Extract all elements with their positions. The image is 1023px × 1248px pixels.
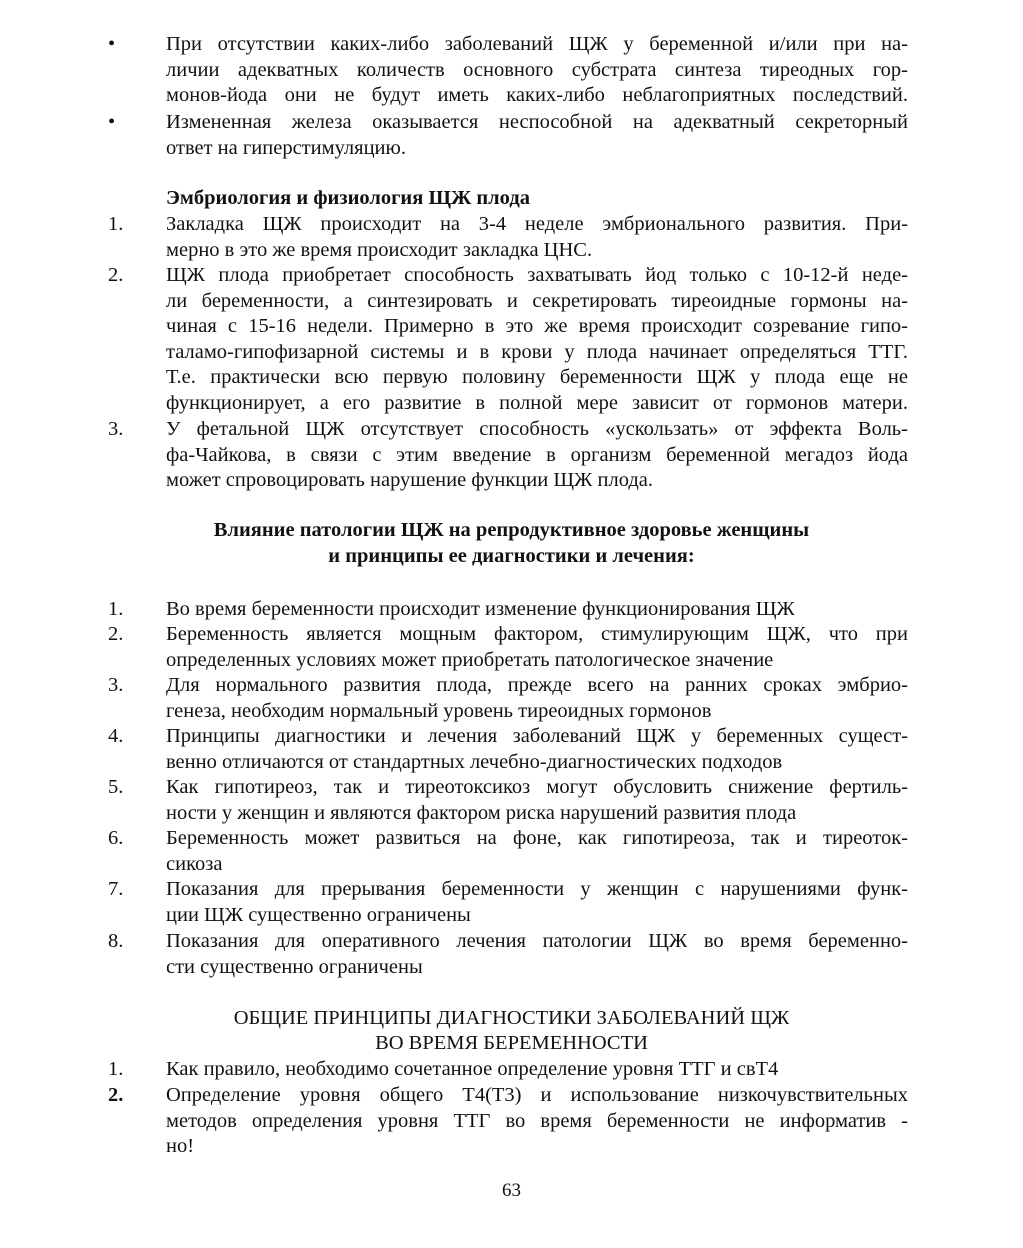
- text-line: Измененная железа оказывается неспособной на адекватный секреторный: [166, 111, 908, 133]
- text-line: таламо-гипофизарной системы и в крови у плода начинает определяться ТТГ.: [166, 340, 908, 363]
- text-line: Как правило, необходимо сочетанное определение уровня ТТГ и свТ4: [166, 1058, 779, 1080]
- section-heading: ОБЩИЕ ПРИНЦИПЫ ДИАГНОСТИКИ ЗАБОЛЕВАНИЙ ЩЖ: [233, 1007, 790, 1029]
- list-number: 2.: [108, 623, 124, 645]
- text-line: монов-йода они не будут иметь каких-либо неблагоприятных последствий.: [166, 84, 908, 107]
- list-item: [108, 1057, 908, 1083]
- text-line: ли беременности, а синтезировать и секретировать тиреоидные гормоны на-: [166, 289, 908, 312]
- list-item: [108, 775, 908, 826]
- list-item: [108, 212, 908, 263]
- list-number: 5.: [108, 776, 124, 798]
- text-line: Определение уровня общего Т4(Т3) и использование низкочувствительных: [166, 1084, 908, 1106]
- text-line: методов определения уровня ТТГ во время беременности не информатив -: [166, 1109, 908, 1132]
- list-item: [108, 673, 908, 724]
- text-line: При отсутствии каких-либо заболеваний ЩЖ у беременной и/или при на-: [166, 33, 908, 55]
- text-line: ответ на гиперстимуляцию.: [166, 136, 406, 159]
- list-number: 1.: [108, 213, 124, 235]
- list-item: [108, 826, 908, 877]
- text-line: Показания для оперативного лечения патологии ЩЖ во время беременно-: [166, 930, 908, 952]
- list-number: 3.: [108, 674, 124, 696]
- text-line: сикоза: [166, 852, 223, 875]
- list-number: 7.: [108, 878, 124, 900]
- list-item: [108, 929, 908, 980]
- list-item: [108, 32, 908, 109]
- list-item: [108, 263, 908, 417]
- text-line: Закладка ЩЖ происходит на 3-4 неделе эмбрионального развития. При-: [166, 213, 908, 235]
- text-line: определенных условиях может приобретать патологическое значение: [166, 648, 774, 671]
- list-number: 4.: [108, 725, 124, 747]
- text-line: личии адекватных количеств основного субстрата синтеза тиреодных гор-: [166, 58, 908, 81]
- section-heading: Эмбриология и физиология ЩЖ плода: [166, 187, 530, 209]
- text-line: Как гипотиреоз, так и тиреотоксикоз могут обусловить снижение фертиль-: [166, 776, 908, 798]
- text-line: ности у женщин и являются фактором риска нарушений развития плода: [166, 801, 797, 824]
- text-line: мерно в это же время происходит закладка ЦНС.: [166, 238, 593, 261]
- text-line: функционирует, а его развитие в полной мере зависит от гормонов матери.: [166, 391, 908, 414]
- list-item: [108, 417, 908, 494]
- section-heading: Влияние патологии ЩЖ на репродуктивное здоровье женщины: [213, 519, 810, 541]
- list-item: [108, 597, 908, 623]
- section-heading: и принципы ее диагностики и лечения:: [328, 545, 695, 567]
- text-line: чиная с 15-16 недели. Примерно в это же время происходит созревание гипо-: [166, 315, 908, 338]
- list-number: 8.: [108, 930, 124, 952]
- list-number: 1.: [108, 598, 124, 620]
- list-number: 3.: [108, 418, 124, 440]
- text-line: ции ЩЖ существенно ограничены: [166, 903, 471, 926]
- text-line: генеза, необходим нормальный уровень тиреоидных гормонов: [166, 699, 712, 722]
- text-line: сти существенно ограничены: [166, 955, 423, 978]
- text-line: фа-Чайкова, в связи с этим введение в организм беременной мегадоз йода: [166, 443, 908, 466]
- list-item: [108, 877, 908, 928]
- text-line: ЩЖ плода приобретает способность захватывать йод только с 10-12-й неде-: [166, 264, 908, 286]
- text-line: У фетальной ЩЖ отсутствует способность «ускользать» от эффекта Воль-: [166, 418, 908, 440]
- text-line: Во время беременности происходит изменение функционирования ЩЖ: [166, 598, 795, 620]
- text-line: Принципы диагностики и лечения заболеваний ЩЖ у беременных сущест-: [166, 725, 908, 747]
- text-line: Т.е. практически всю первую половину беременности ЩЖ у плода еще не: [166, 366, 908, 389]
- list-number: 6.: [108, 827, 124, 849]
- list-item: [108, 622, 908, 673]
- text-line: но!: [166, 1135, 195, 1158]
- list-number: 1.: [108, 1058, 124, 1080]
- bullet-marker: •: [108, 111, 116, 133]
- text-line: Беременность является мощным фактором, стимулирующим ЩЖ, что при: [166, 623, 908, 645]
- list-number: 2.: [108, 264, 124, 286]
- list-item: [108, 110, 908, 161]
- list-item: [108, 724, 908, 775]
- list-item: [108, 1083, 908, 1160]
- text-line: Показания для прерывания беременности у женщин с нарушениями функ-: [166, 878, 908, 900]
- page-number: 63: [502, 1180, 521, 1201]
- bullet-marker: •: [108, 33, 116, 55]
- text-line: венно отличаются от стандартных лечебно-диагностических подходов: [166, 750, 783, 773]
- list-number: 2.: [108, 1084, 124, 1106]
- text-line: может спровоцировать нарушение функции ЩЖ плода.: [166, 469, 654, 492]
- section-heading: ВО ВРЕМЯ БЕРЕМЕННОСТИ: [375, 1032, 648, 1054]
- text-line: Беременность может развиться на фоне, как гипотиреоза, так и тиреоток-: [166, 827, 908, 849]
- text-line: Для нормального развития плода, прежде всего на ранних сроках эмбрио-: [166, 674, 908, 696]
